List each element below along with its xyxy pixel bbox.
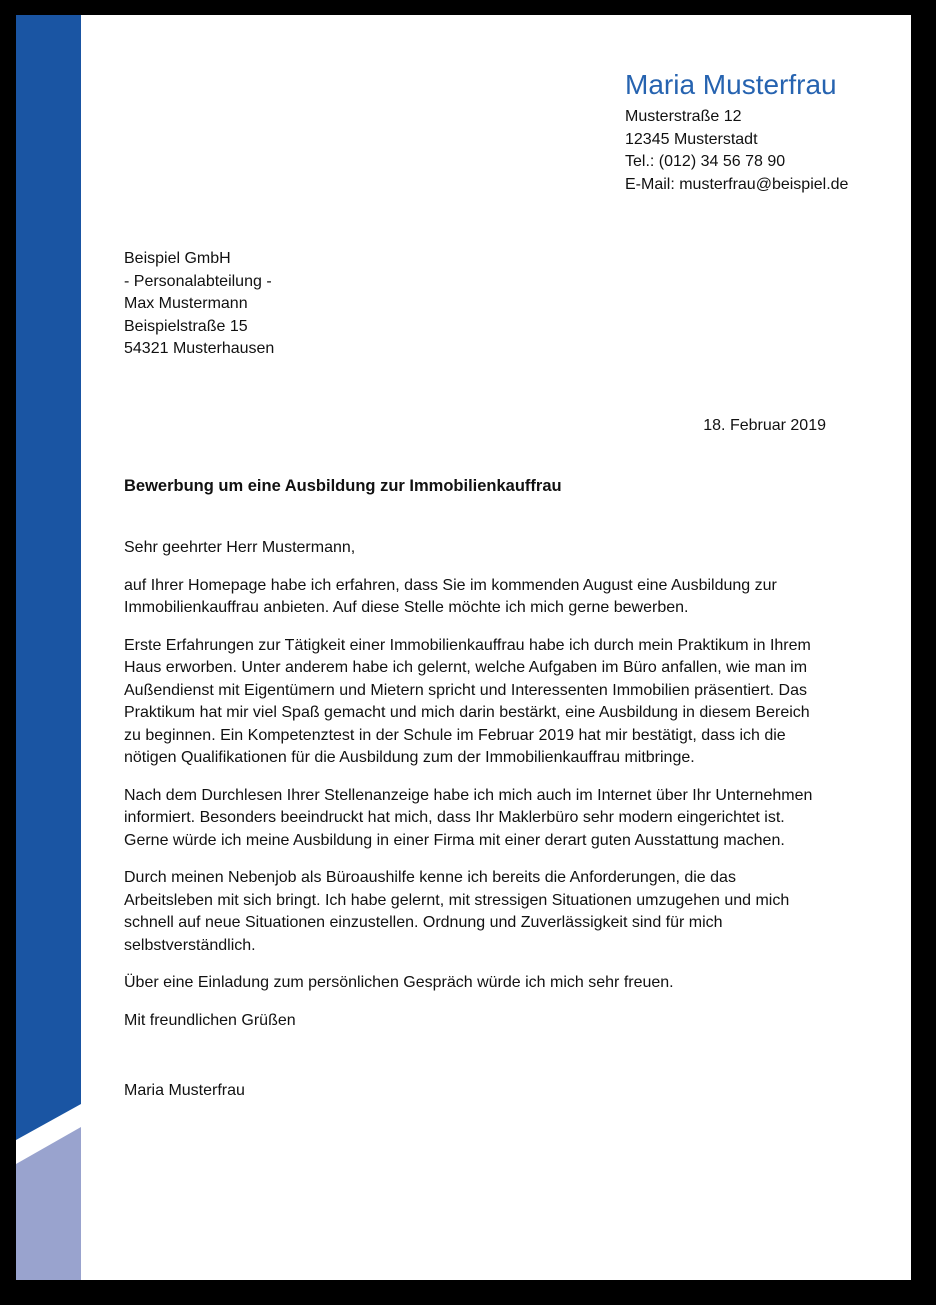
sender-address-line: 12345 Musterstadt [625,130,758,148]
recipient-contact-name: Max Mustermann [124,295,248,312]
accent-stripe-light [16,1127,81,1280]
subject-line: Bewerbung um eine Ausbildung zur Immobilienkauffrau [124,477,562,495]
signature: Maria Musterfrau [124,1082,245,1099]
letter-page [16,15,911,1280]
date-line: 18. Februar 2019 [703,417,826,434]
recipient-city: 54321 Musterhausen [124,340,275,357]
recipient-block [124,248,274,361]
accent-stripe-dark [16,15,81,1140]
recipient-street: Beispielstraße 15 [124,317,248,335]
recipient-department: - Personalabteilung - [124,272,272,290]
closing: Mit freundlichen Grüßen [124,1011,296,1029]
sender-address-line: Musterstraße 12 [625,108,742,125]
letter-body [124,537,826,1103]
sender-phone-line: Tel.: (012) 34 56 78 90 [625,153,786,170]
body-paragraph: Über eine Einladung zum persönlichen Gespräch würde ich mich sehr freuen. [124,974,674,991]
sender-name: Maria Musterfrau [625,69,837,100]
body-paragraph: Durch meinen Nebenjob als Büroaushilfe kenne ich bereits die Anforderungen, die das Arbeitsleben mit sich bringt. Ich habe gelernt, mit stressigen Situationen umzugehen und mich schnell auf neue Situationen einzustellen. Ordnung und Zuverlässigkeit sind für mich selbstverständlich. [124,869,790,954]
sender-email-line: E-Mail: musterfrau@beispiel.de [625,175,849,193]
body-paragraph: Erste Erfahrungen zur Tätigkeit einer Immobilienkauffrau habe ich durch mein Praktikum in Ihrem Haus erworben. Unter anderem habe ich gelernt, welche Aufgaben im Büro anfallen, wie man im Außendienst mit Eigentümern und Mietern spricht und Interessenten Immobilien präsentiert. Das Praktikum hat mir viel Spaß gemacht und mich darin bestärkt, eine Ausbildung in diesem Bereich zu beginnen. Ein Kompetenztest in der Schule im Februar 2019 hat mir bestätigt, dass ich die nötigen Qualifikationen für die Ausbildung zum der Immobilienkauffrau mitbringe. [124,636,811,766]
body-paragraph: auf Ihrer Homepage habe ich erfahren, dass Sie im kommenden August eine Ausbildung zur Immobilienkauffrau anbieten. Auf diese Stelle möchte ich mich gerne bewerben. [124,576,777,616]
sender-block [625,68,848,196]
recipient-company: Beispiel GmbH [124,250,231,267]
salutation: Sehr geehrter Herr Mustermann, [124,539,356,556]
body-paragraph: Nach dem Durchlesen Ihrer Stellenanzeige habe ich mich auch im Internet über Ihr Unternehmen informiert. Besonders beeindruckt hat mich, dass Ihr Maklerbüro sehr modern eingerichtet ist. Gerne würde ich meine Ausbildung in einer Firma mit einer derart guten Ausstattung machen. [124,786,813,849]
